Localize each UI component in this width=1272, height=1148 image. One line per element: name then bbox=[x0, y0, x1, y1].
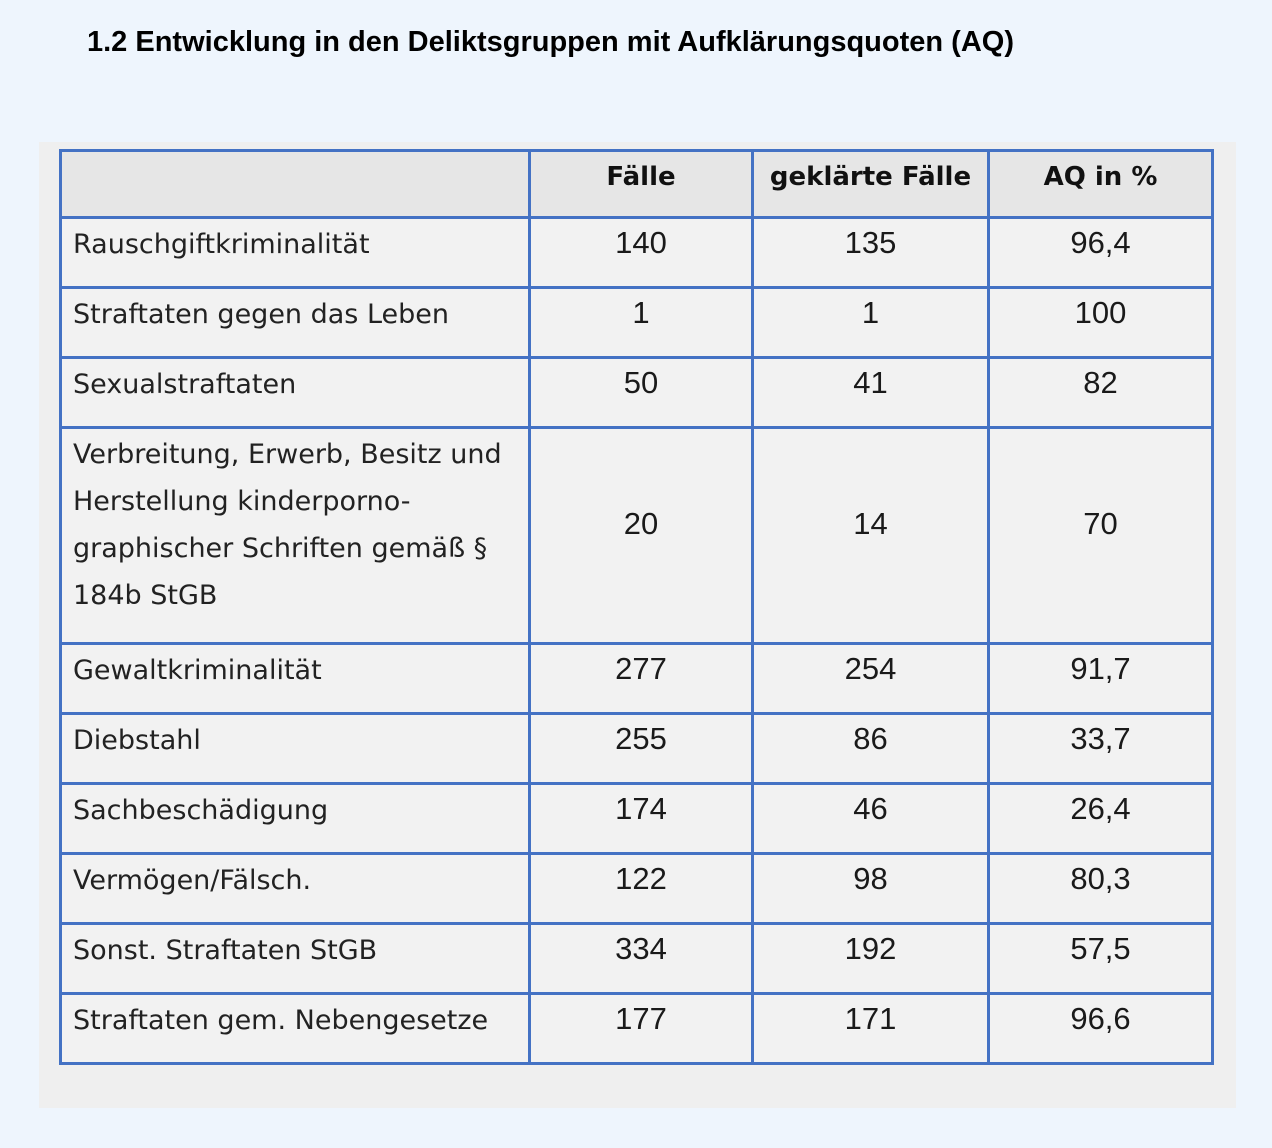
row-geklaerte bbox=[753, 924, 989, 994]
aq-value: 91,7 bbox=[1070, 651, 1131, 686]
geklaerte-value: 46 bbox=[853, 791, 888, 826]
geklaerte-value: 254 bbox=[844, 651, 897, 686]
aq-value: 57,5 bbox=[1070, 931, 1131, 966]
header-aq: AQ in % bbox=[989, 151, 1213, 218]
row-faelle bbox=[530, 218, 753, 288]
table-row bbox=[61, 924, 1213, 994]
row-geklaerte bbox=[753, 854, 989, 924]
row-faelle bbox=[530, 288, 753, 358]
aq-value: 82 bbox=[1083, 365, 1118, 400]
faelle-value: 122 bbox=[615, 861, 667, 896]
table-row bbox=[61, 218, 1213, 288]
faelle-value: 334 bbox=[615, 931, 667, 966]
category-label: Straftaten gem. Nebengesetze bbox=[73, 1005, 489, 1036]
geklaerte-value: 135 bbox=[844, 225, 897, 260]
table-header-row bbox=[61, 151, 1213, 218]
row-faelle bbox=[530, 854, 753, 924]
row-aq bbox=[989, 428, 1213, 644]
row-aq bbox=[989, 994, 1213, 1064]
aq-value: 100 bbox=[1074, 295, 1127, 330]
table-row bbox=[61, 358, 1213, 428]
row-geklaerte bbox=[753, 358, 989, 428]
row-geklaerte bbox=[753, 784, 989, 854]
row-aq bbox=[989, 924, 1213, 994]
row-aq bbox=[989, 288, 1213, 358]
category-label: Gewaltkriminalität bbox=[73, 655, 322, 686]
aq-value: 96,6 bbox=[1070, 1001, 1131, 1036]
row-aq bbox=[989, 784, 1213, 854]
faelle-value: 177 bbox=[615, 1001, 667, 1036]
geklaerte-value: 192 bbox=[844, 931, 897, 966]
faelle-value: 255 bbox=[615, 721, 667, 756]
faelle-value: 50 bbox=[623, 365, 659, 400]
row-aq bbox=[989, 644, 1213, 714]
faelle-value: 20 bbox=[623, 506, 659, 541]
aq-value: 96,4 bbox=[1070, 225, 1131, 260]
table-row bbox=[61, 784, 1213, 854]
row-geklaerte bbox=[753, 218, 989, 288]
header-category bbox=[61, 151, 530, 218]
table-row bbox=[61, 428, 1213, 644]
row-geklaerte bbox=[753, 714, 989, 784]
row-geklaerte bbox=[753, 644, 989, 714]
row-faelle bbox=[530, 428, 753, 644]
row-category bbox=[61, 288, 530, 358]
category-label: Rauschgiftkriminalität bbox=[73, 229, 370, 260]
aq-value: 26,4 bbox=[1070, 791, 1131, 826]
row-faelle bbox=[530, 784, 753, 854]
faelle-value: 1 bbox=[632, 295, 650, 330]
row-faelle bbox=[530, 358, 753, 428]
geklaerte-value: 171 bbox=[844, 1001, 897, 1036]
page-title: 1.2 Entwicklung in den Deliktsgruppen mit Aufklärungsquoten (AQ) bbox=[87, 26, 1014, 58]
row-category bbox=[61, 784, 530, 854]
faelle-value: 140 bbox=[615, 225, 667, 260]
row-faelle bbox=[530, 994, 753, 1064]
category-label: Vermögen/Fälsch. bbox=[73, 865, 312, 896]
table-row bbox=[61, 714, 1213, 784]
row-faelle bbox=[530, 924, 753, 994]
row-category bbox=[61, 714, 530, 784]
row-category bbox=[61, 218, 530, 288]
row-geklaerte bbox=[753, 428, 989, 644]
row-category bbox=[61, 358, 530, 428]
row-geklaerte bbox=[753, 994, 989, 1064]
statistics-table bbox=[59, 149, 1214, 1065]
row-aq bbox=[989, 218, 1213, 288]
aq-value: 80,3 bbox=[1070, 861, 1131, 896]
row-aq bbox=[989, 854, 1213, 924]
geklaerte-value: 86 bbox=[853, 721, 888, 756]
row-category bbox=[61, 924, 530, 994]
category-label: Sonst. Straftaten StGB bbox=[73, 935, 378, 966]
category-label: Sachbeschädigung bbox=[73, 795, 329, 826]
aq-value: 70 bbox=[1083, 506, 1118, 541]
row-geklaerte bbox=[753, 288, 989, 358]
category-label: Straftaten gegen das Leben bbox=[73, 299, 449, 330]
header-faelle: Fälle bbox=[530, 151, 753, 218]
category-label: Verbreitung, Erwerb, Besitz und Herstellung kinderporno-graphischer Schriften gemäß § 184b StGB bbox=[73, 439, 502, 611]
faelle-value: 174 bbox=[615, 791, 667, 826]
category-label: Sexualstraftaten bbox=[73, 369, 297, 400]
row-category bbox=[61, 854, 530, 924]
geklaerte-value: 41 bbox=[853, 365, 888, 400]
category-label: Diebstahl bbox=[73, 725, 201, 756]
header-geklaerte-faelle: geklärte Fälle bbox=[753, 151, 989, 218]
row-aq bbox=[989, 358, 1213, 428]
geklaerte-value: 1 bbox=[861, 295, 880, 330]
row-category bbox=[61, 994, 530, 1064]
geklaerte-value: 98 bbox=[853, 861, 888, 896]
table-row bbox=[61, 644, 1213, 714]
row-category bbox=[61, 644, 530, 714]
table-row bbox=[61, 994, 1213, 1064]
faelle-value: 277 bbox=[615, 651, 667, 686]
table-row bbox=[61, 854, 1213, 924]
row-category bbox=[61, 428, 530, 644]
row-aq bbox=[989, 714, 1213, 784]
row-faelle bbox=[530, 644, 753, 714]
geklaerte-value: 14 bbox=[853, 506, 888, 541]
table-row bbox=[61, 288, 1213, 358]
row-faelle bbox=[530, 714, 753, 784]
aq-value: 33,7 bbox=[1070, 721, 1131, 756]
